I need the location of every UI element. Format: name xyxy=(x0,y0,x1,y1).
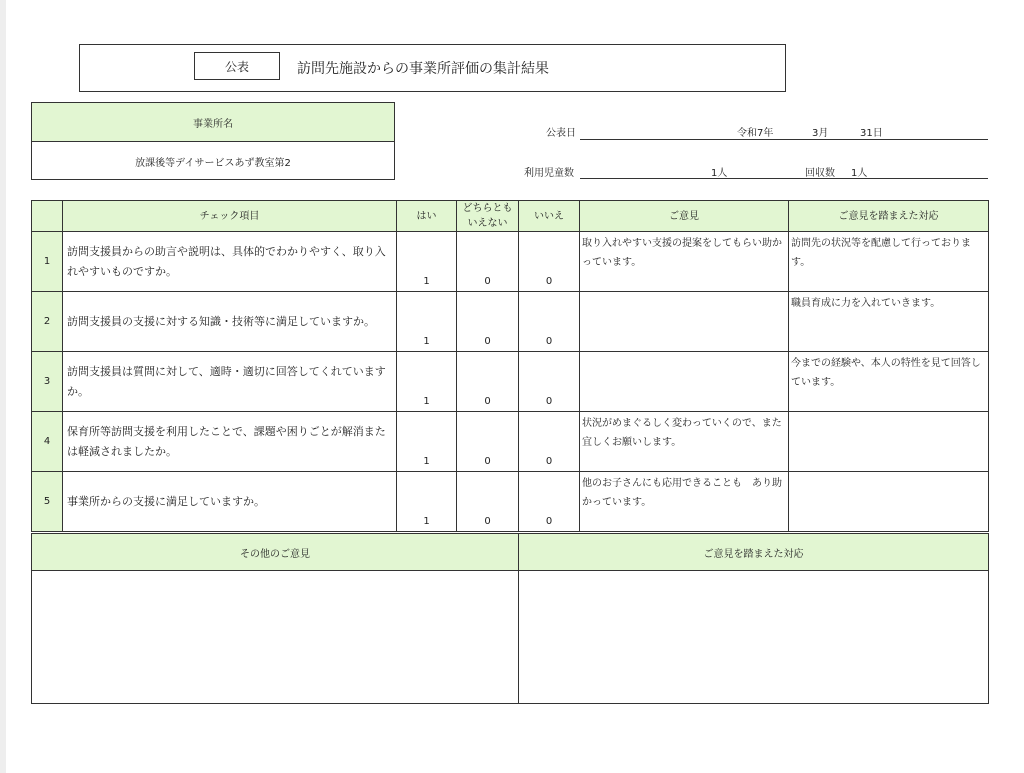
response-cell xyxy=(789,412,989,472)
header-yes: はい xyxy=(397,201,457,232)
header-opinion: ご意見 xyxy=(580,201,789,232)
no-count: 0 xyxy=(519,232,580,292)
header-no: いいえ xyxy=(519,201,580,232)
yes-count: 1 xyxy=(397,472,457,532)
check-item: 訪問支援員からの助言や説明は、具体的でわかりやすく、取り入れやすいものですか。 xyxy=(63,232,397,292)
row-number: 4 xyxy=(32,412,63,472)
header-neutral xyxy=(457,201,519,232)
response-cell: 訪問先の状況等を配慮して行っております。 xyxy=(789,232,989,292)
users-label: 利用児童数 xyxy=(524,168,574,179)
yes-count: 1 xyxy=(397,292,457,352)
opinion-cell xyxy=(580,352,789,412)
row-number: 5 xyxy=(32,472,63,532)
check-item: 事業所からの支援に満足していますか。 xyxy=(63,472,397,532)
yes-count: 1 xyxy=(397,412,457,472)
evaluation-table xyxy=(31,200,989,532)
date-month: 3月 xyxy=(812,128,829,139)
date-label: 公表日 xyxy=(546,128,576,139)
other-content-row xyxy=(32,571,989,704)
row-number: 2 xyxy=(32,292,63,352)
other-opinions-table xyxy=(31,533,989,704)
page-edge xyxy=(0,0,6,773)
yes-count: 1 xyxy=(397,352,457,412)
neutral-count: 0 xyxy=(457,352,519,412)
no-count: 0 xyxy=(519,412,580,472)
neutral-count: 0 xyxy=(457,232,519,292)
row-number: 3 xyxy=(32,352,63,412)
table-header-row xyxy=(32,201,989,232)
header-check-item: チェック項目 xyxy=(63,201,397,232)
table-row xyxy=(32,352,989,412)
neutral-count: 0 xyxy=(457,292,519,352)
header-neutral-line1: どちらとも xyxy=(462,203,513,214)
no-count: 0 xyxy=(519,292,580,352)
date-era: 令和7年 xyxy=(737,128,774,139)
check-item: 訪問支援員は質問に対して、適時・適切に回答してくれていますか。 xyxy=(63,352,397,412)
date-day: 31日 xyxy=(860,128,883,139)
users-underline xyxy=(580,178,988,179)
neutral-count: 0 xyxy=(457,412,519,472)
opinion-cell xyxy=(580,292,789,352)
header-response: ご意見を踏まえた対応 xyxy=(789,201,989,232)
table-row xyxy=(32,472,989,532)
yes-count: 1 xyxy=(397,232,457,292)
other-response-label: ご意見を踏まえた対応 xyxy=(519,534,989,571)
opinion-cell: 他のお子さんにも応用できることも あり助かっています。 xyxy=(580,472,789,532)
table-row xyxy=(32,292,989,352)
response-cell xyxy=(789,472,989,532)
collected-value: 1人 xyxy=(851,168,868,179)
neutral-count: 0 xyxy=(457,472,519,532)
publication-badge: 公表 xyxy=(194,52,280,80)
collected-label: 回収数 xyxy=(805,168,835,179)
check-item: 保育所等訪問支援を利用したことで、課題や困りごとが解消または軽減されましたか。 xyxy=(63,412,397,472)
table-row xyxy=(32,412,989,472)
table-row xyxy=(32,232,989,292)
office-label: 事業所名 xyxy=(32,103,394,142)
no-count: 0 xyxy=(519,472,580,532)
other-opinion-label: その他のご意見 xyxy=(32,534,519,571)
page-title: 訪問先施設からの事業所評価の集計結果 xyxy=(297,61,549,77)
row-number: 1 xyxy=(32,232,63,292)
header-neutral-line2: いえない xyxy=(467,218,508,229)
opinion-cell: 取り入れやすい支援の提案をしてもらい助かっています。 xyxy=(580,232,789,292)
date-underline xyxy=(580,139,988,140)
users-value: 1人 xyxy=(711,168,728,179)
other-response-cell xyxy=(519,571,989,704)
check-item: 訪問支援員の支援に対する知識・技術等に満足していますか。 xyxy=(63,292,397,352)
opinion-cell: 状況がめまぐるしく変わっていくので、また宜しくお願いします。 xyxy=(580,412,789,472)
other-header-row xyxy=(32,534,989,571)
office-name: 放課後等デイサービスあず教室第2 xyxy=(135,157,291,169)
response-cell: 今までの経験や、本人の特性を見て回答しています。 xyxy=(789,352,989,412)
office-box xyxy=(31,102,395,180)
header-number xyxy=(32,201,63,232)
no-count: 0 xyxy=(519,352,580,412)
response-cell: 職員育成に力を入れていきます。 xyxy=(789,292,989,352)
other-opinion-cell xyxy=(32,571,519,704)
